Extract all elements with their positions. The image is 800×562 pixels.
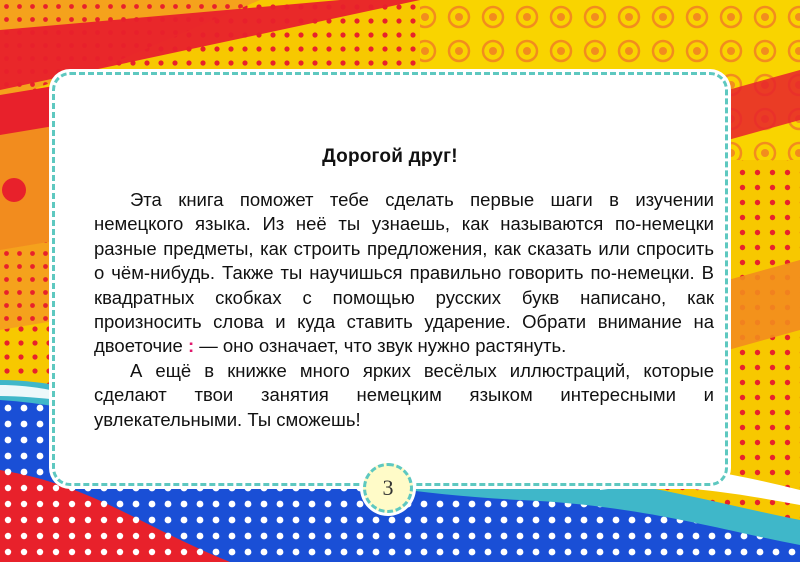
page-title: Дорогой друг! [322,146,458,167]
paragraph-2: А ещё в книжке много ярких весёлых иллюстраций, которые сделают твои занятия немецким языком интересными и увлекательными. Ты сможешь! [94,359,714,430]
body-text [94,188,714,432]
page-number: 3 [363,463,413,513]
paragraph-1-text: Эта книга поможет тебе сделать первые шаги в изучении немецкого языка. Из неё ты узнаешь, как называются по-немецки разные предметы, как строить предложения, как сказать или спросить о чём-нибудь. Также ты научишься правильно говорить по-немецки. В квадратных скобках с помощью русских букв написано, как произносить слова и куда ставить ударение. Обрати внимание на двоеточие [94,189,714,357]
text-card [52,72,728,486]
colon-mark: : [187,335,195,357]
paragraph-1-tail: — оно означает, что звук нужно растянуть. [199,335,567,357]
paragraph-1 [94,188,714,359]
